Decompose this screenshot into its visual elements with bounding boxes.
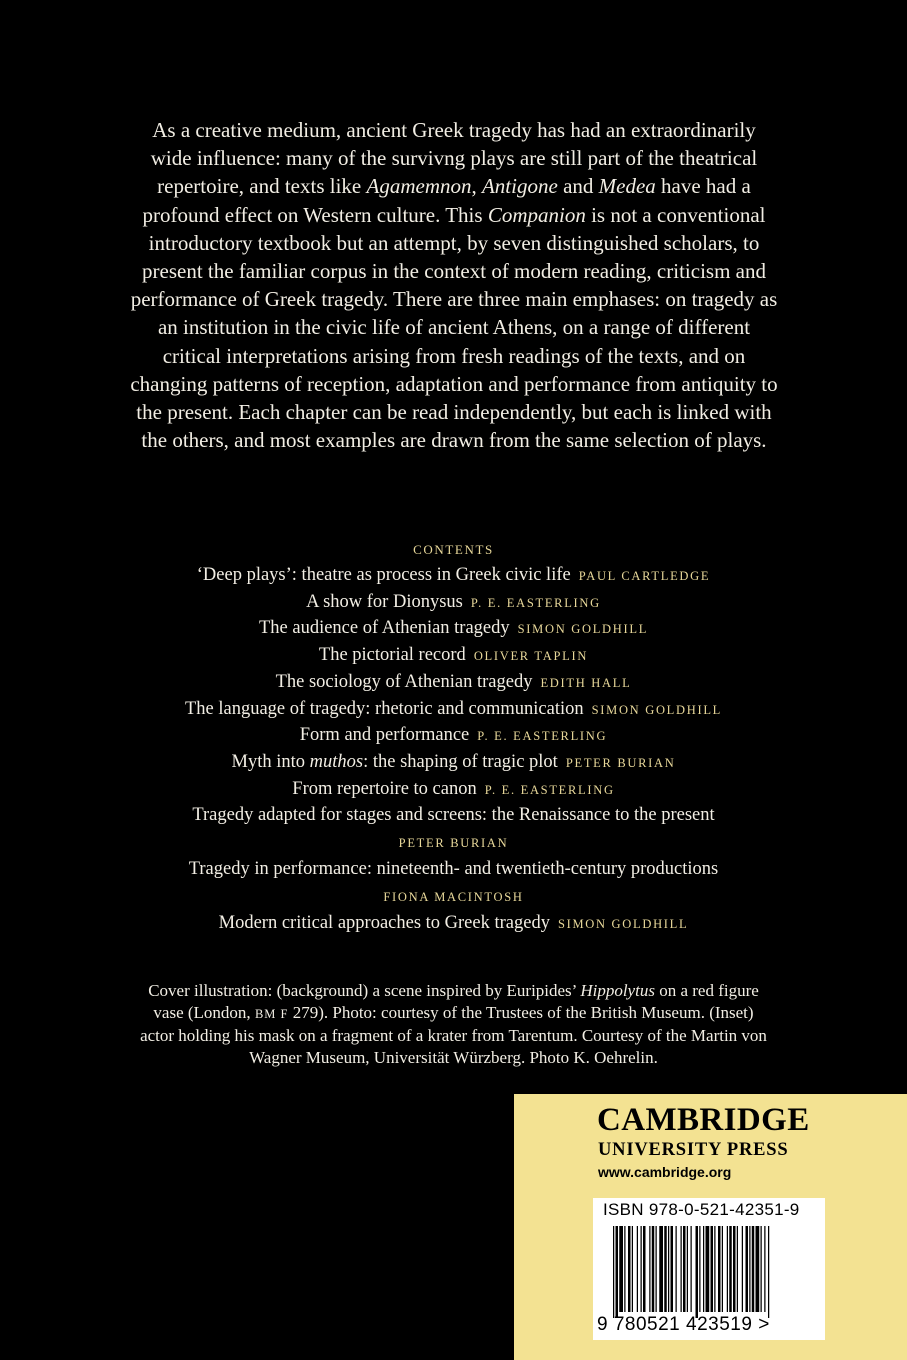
barcode-bar [619,1226,623,1312]
chapter-author: PETER BURIAN [565,755,676,770]
contents-heading: CONTENTS [413,542,494,557]
contents-entry [100,723,807,750]
chapter-author: SIMON GOLDHILL [517,622,649,637]
barcode-bar [668,1226,669,1312]
chapter-title: Tragedy in performance: nineteenth- and twentieth-century productions [188,859,719,880]
contents-entry [100,563,807,590]
chapter-title: Tragedy adapted for stages and screens: the Renaissance to the present [192,805,715,826]
barcode-bar [718,1226,721,1312]
barcode-bar [729,1226,732,1312]
contents-list [100,540,807,937]
chapter-title: Modern critical approaches to Greek tragedy [218,912,550,933]
chapter-author: SIMON GOLDHILL [557,916,689,931]
barcode-bar [652,1226,655,1312]
contents-entry [100,670,807,697]
blurb-text: have had a profound effect on Western culture. This [142,174,751,227]
contents-entry [100,803,807,857]
blurb-paragraph [130,116,778,454]
contents-entry [100,590,807,617]
contents-entry [100,911,807,938]
barcode-bar [752,1226,755,1312]
chapter-title: The pictorial record [318,645,466,666]
chapter-title: The audience of Athenian tragedy [258,618,510,639]
contents-entry [100,777,807,804]
publisher-subtitle: UNIVERSITY PRESS [598,1140,789,1160]
chapter-author: EDITH HALL [540,675,632,690]
barcode-bar [641,1226,642,1312]
chapter-title: Form and performance [299,725,470,746]
barcode-bar [727,1226,728,1312]
publisher-name: CAMBRIDGE [597,1102,810,1138]
barcode-bar [632,1226,633,1312]
credit-text: 279). Photo: courtesy of the Trustees of the British Museum. (Inset) actor holding his mask on a fragment of a krater from Tarentum. Courtesy of the Martin von Wagner Museum, Universität Würzberg. Photo K. Oehrelin. [140,1003,767,1067]
chapter-title-italic: muthos [309,751,364,772]
barcode-bar [768,1226,769,1318]
chapter-author: FIONA MACINTOSH [383,889,524,904]
barcode-bar [699,1226,700,1312]
chapter-title-pre: Myth into [231,751,310,772]
barcode-bar [691,1226,692,1312]
barcode-bar [733,1226,736,1312]
barcode-bar [737,1226,738,1312]
barcode-bar [703,1226,704,1312]
barcode-bar [742,1226,743,1312]
publisher-panel [514,1094,907,1360]
blurb-title-medea: Medea [598,174,656,199]
chapter-title-post: : the shaping of tragic plot [363,751,558,772]
barcode-box [593,1198,825,1340]
blurb-text: is not a conventional introductory textbook but an attempt, by seven distinguished scholars, to present the familiar corpus in the context of modern reading, criticism and performance of Greek tragedy. There are three main emphases: on tragedy as an institution in the civic life of ancient Athens, on a range of different critical interpretations arising from fresh readings of the texts, and on changing patterns of reception, adaptation and performance from antiquity to the present. Each chapter can be read independently, but each is linked with the others, and most examples are drawn from the same selection of plays. [130,202,778,453]
credit-text: on a red figure vase (London, [153,981,759,1022]
barcode-bar [761,1226,762,1312]
barcode-bar [664,1226,667,1312]
barcode-bar [696,1226,699,1318]
chapter-author: P. E. EASTERLING [484,782,615,797]
barcode-bar [681,1226,682,1312]
cover-credit [140,980,767,1069]
blurb-text: , [471,174,482,199]
contents-entry [100,697,807,724]
barcode-bar [671,1226,674,1312]
barcode-digits: 9 780521 423519 > [597,1314,770,1335]
chapter-title: From repertoire to canon [292,778,477,799]
barcode-bar [649,1226,650,1312]
credit-text: Cover illustration: (background) a scene inspired by Euripides’ [148,981,581,1000]
chapter-title: A show for Dionysus [306,591,463,612]
barcode-bar [643,1226,646,1312]
publisher-url: www.cambridge.org [598,1164,732,1180]
barcode-bar [637,1226,638,1312]
barcode-bar [624,1226,625,1312]
barcode-bar [706,1226,710,1312]
chapter-author: PETER BURIAN [398,836,509,851]
barcode-bar [676,1226,677,1312]
barcode-bar [756,1226,760,1312]
contents-entry [100,857,807,911]
blurb-title-antigone: Antigone [481,174,558,199]
contents-entry [100,750,807,777]
barcode-bar [616,1226,619,1318]
chapter-title: ‘Deep plays’: theatre as process in Greek civic life [196,565,571,585]
contents-entry [100,643,807,670]
chapter-author: P. E. EASTERLING [470,595,601,610]
chapter-title: The language of tragedy: rhetoric and communication [184,698,584,719]
barcode-bar [746,1226,749,1312]
barcode-bar [656,1226,657,1312]
isbn-label: ISBN 978-0-521-42351-9 [603,1200,800,1219]
chapter-author: OLIVER TAPLIN [473,649,589,664]
barcode-bar [749,1226,750,1312]
barcode-bar [628,1226,631,1312]
contents-entry [100,616,807,643]
chapter-author: PAUL CARTLEDGE [578,569,711,583]
barcode-bar [683,1226,686,1312]
blurb-text: and [557,174,599,199]
barcode-bar [722,1226,723,1312]
credit-smallcaps: BM F [254,1007,289,1021]
credit-italic: Hippolytus [580,981,655,1000]
barcode-bar [714,1226,715,1312]
barcode-bar [613,1226,614,1318]
barcode-bar [764,1226,765,1312]
blurb-title-companion: Companion [487,202,586,227]
blurb-title-agamemnon: Agamemnon [366,174,472,199]
blurb-text: As a creative medium, ancient Greek tragedy has had an extraordinarily wide influence: many of the survivng plays are still part of the theatrical repertoire, and texts like [150,118,758,199]
barcode-bar [659,1226,663,1312]
barcode-bar [687,1226,688,1312]
chapter-title: The sociology of Athenian tragedy [275,671,533,692]
chapter-author: SIMON GOLDHILL [591,702,723,717]
chapter-author: P. E. EASTERLING [477,729,608,744]
barcode-bar [711,1226,714,1312]
